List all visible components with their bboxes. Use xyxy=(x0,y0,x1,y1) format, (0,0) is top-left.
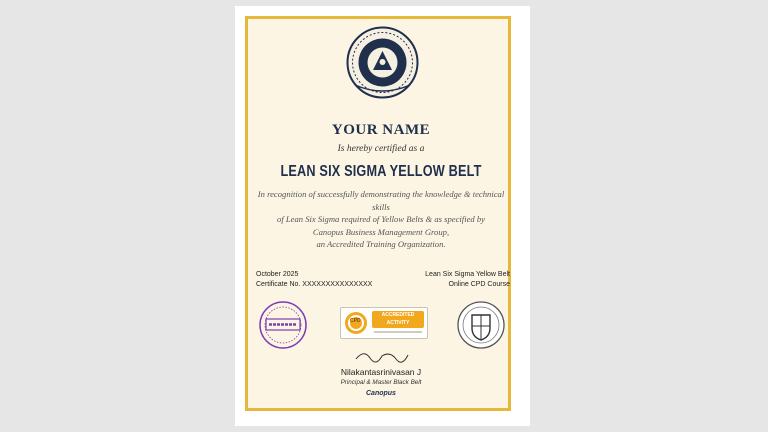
seal-logo-icon xyxy=(345,25,420,100)
recognition-line: of Lean Six Sigma required of Yellow Belts & as specified by xyxy=(277,214,485,224)
cpd-badge-banner xyxy=(372,311,424,328)
cpd-badge xyxy=(340,307,428,339)
certificate-number: Certificate No. XXXXXXXXXXXXXXX xyxy=(256,281,373,288)
course-title: LEAN SIX SIGMA YELLOW BELT xyxy=(280,163,482,180)
cpd-badge-bottom: ACTIVITY xyxy=(386,320,410,326)
cpd-badge-top: ACCREDITED xyxy=(381,312,415,318)
cpd-tag: CPD xyxy=(350,318,361,324)
brand-logo: Canopus xyxy=(366,390,396,397)
certified-stamp-icon xyxy=(257,300,309,350)
course-type-right: Online CPD Course xyxy=(448,281,510,288)
college-crest-icon xyxy=(455,300,507,350)
recognition-line: Canopus Business Management Group, xyxy=(312,226,450,237)
course-name-right: Lean Six Sigma Yellow Belt xyxy=(425,271,510,278)
issue-date: October 2025 xyxy=(256,271,299,278)
signature-icon xyxy=(352,347,412,365)
signer-title: Principal & Master Black Belt xyxy=(340,379,422,386)
recognition-line: an Accredited Training Organization. xyxy=(316,239,446,249)
recognition-text xyxy=(255,188,507,251)
recognition-line: In recognition of successfully demonstrating the knowledge & technical skills xyxy=(257,189,505,212)
recipient-name: YOUR NAME xyxy=(331,122,431,138)
signer-name: Nilakantasrinivasan J xyxy=(340,367,422,377)
certified-line: Is hereby certified as a xyxy=(337,144,425,154)
cpd-badge-fineprint xyxy=(374,331,422,333)
